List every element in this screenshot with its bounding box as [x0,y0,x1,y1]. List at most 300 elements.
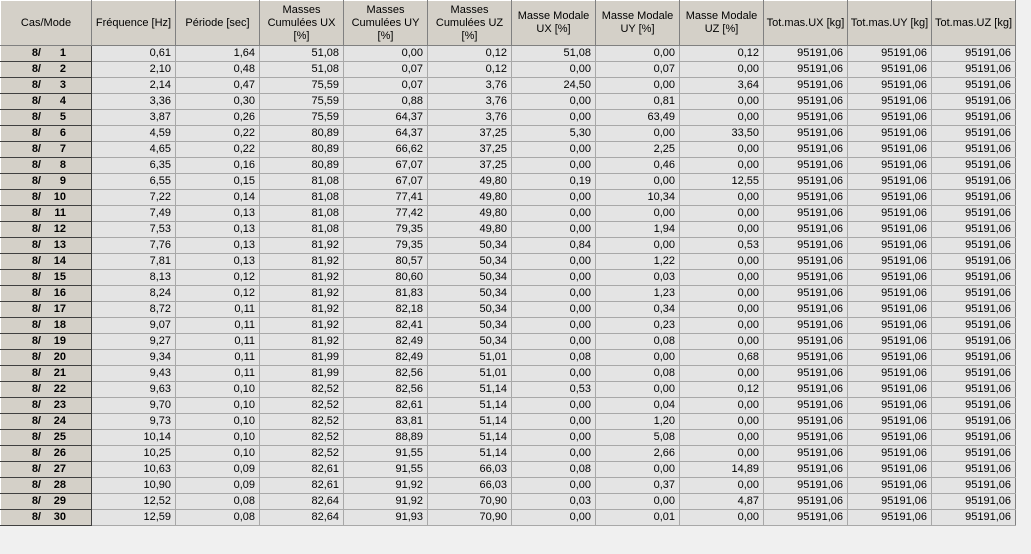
table-cell[interactable]: 49,80 [428,174,512,190]
row-header[interactable] [1,494,92,510]
row-header[interactable] [1,126,92,142]
table-cell[interactable]: 95191,06 [932,158,1016,174]
table-cell[interactable]: 91,55 [344,446,428,462]
table-cell[interactable]: 81,92 [260,254,344,270]
table-cell[interactable]: 2,66 [596,446,680,462]
table-row[interactable] [1,254,1016,270]
table-cell[interactable]: 0,13 [176,238,260,254]
table-cell[interactable]: 51,14 [428,446,512,462]
table-row[interactable] [1,126,1016,142]
table-cell[interactable]: 82,18 [344,302,428,318]
table-cell[interactable]: 95191,06 [932,126,1016,142]
table-cell[interactable]: 81,92 [260,302,344,318]
table-cell[interactable]: 0,00 [680,158,764,174]
table-cell[interactable]: 0,53 [680,238,764,254]
table-cell[interactable]: 0,00 [596,174,680,190]
table-cell[interactable]: 0,04 [596,398,680,414]
table-cell[interactable]: 81,08 [260,222,344,238]
table-cell[interactable]: 0,03 [596,270,680,286]
table-row[interactable] [1,286,1016,302]
table-cell[interactable]: 95191,06 [848,478,932,494]
table-cell[interactable]: 82,61 [344,398,428,414]
table-cell[interactable]: 0,00 [680,270,764,286]
table-cell[interactable]: 0,88 [344,94,428,110]
table-cell[interactable]: 81,92 [260,238,344,254]
table-cell[interactable]: 82,41 [344,318,428,334]
table-cell[interactable]: 70,90 [428,510,512,526]
table-row[interactable] [1,110,1016,126]
table-cell[interactable]: 50,34 [428,302,512,318]
table-row[interactable] [1,270,1016,286]
table-cell[interactable]: 0,26 [176,110,260,126]
row-header[interactable] [1,78,92,94]
table-cell[interactable]: 9,70 [92,398,176,414]
column-header-7[interactable]: Masse Modale UY [%] [596,1,680,46]
table-cell[interactable]: 95191,06 [848,366,932,382]
table-cell[interactable]: 95191,06 [848,462,932,478]
table-cell[interactable]: 51,14 [428,398,512,414]
row-header[interactable] [1,446,92,462]
table-row[interactable] [1,318,1016,334]
table-cell[interactable]: 0,12 [176,286,260,302]
table-cell[interactable]: 70,90 [428,494,512,510]
table-row[interactable] [1,206,1016,222]
table-cell[interactable]: 82,52 [260,398,344,414]
table-cell[interactable]: 0,00 [596,350,680,366]
table-cell[interactable]: 0,00 [512,254,596,270]
row-header[interactable] [1,174,92,190]
table-row[interactable] [1,78,1016,94]
table-cell[interactable]: 0,00 [512,110,596,126]
table-cell[interactable]: 5,08 [596,430,680,446]
table-cell[interactable]: 1,20 [596,414,680,430]
table-cell[interactable]: 3,64 [680,78,764,94]
table-cell[interactable]: 0,48 [176,62,260,78]
table-cell[interactable]: 95191,06 [932,414,1016,430]
table-cell[interactable]: 95191,06 [848,398,932,414]
table-cell[interactable]: 95191,06 [764,478,848,494]
table-cell[interactable]: 95191,06 [764,398,848,414]
table-cell[interactable]: 82,52 [260,382,344,398]
table-cell[interactable]: 8,72 [92,302,176,318]
table-cell[interactable]: 95191,06 [932,238,1016,254]
table-cell[interactable]: 95191,06 [764,366,848,382]
table-cell[interactable]: 66,62 [344,142,428,158]
table-cell[interactable]: 95191,06 [932,478,1016,494]
table-cell[interactable]: 95191,06 [932,62,1016,78]
table-cell[interactable]: 0,08 [176,510,260,526]
table-cell[interactable]: 0,14 [176,190,260,206]
table-cell[interactable]: 83,81 [344,414,428,430]
table-cell[interactable]: 51,14 [428,414,512,430]
table-cell[interactable]: 91,93 [344,510,428,526]
table-cell[interactable]: 0,00 [680,190,764,206]
table-cell[interactable]: 0,00 [680,318,764,334]
row-header[interactable] [1,462,92,478]
table-cell[interactable]: 0,11 [176,302,260,318]
column-header-8[interactable]: Masse Modale UZ [%] [680,1,764,46]
table-cell[interactable]: 7,53 [92,222,176,238]
table-cell[interactable]: 95191,06 [848,494,932,510]
table-cell[interactable]: 95191,06 [848,238,932,254]
column-header-10[interactable]: Tot.mas.UY [kg] [848,1,932,46]
table-row[interactable] [1,222,1016,238]
table-cell[interactable]: 50,34 [428,238,512,254]
table-cell[interactable]: 95191,06 [848,94,932,110]
table-cell[interactable]: 95191,06 [848,78,932,94]
row-header[interactable] [1,158,92,174]
table-cell[interactable]: 6,35 [92,158,176,174]
table-cell[interactable]: 0,10 [176,398,260,414]
table-cell[interactable]: 81,99 [260,350,344,366]
table-cell[interactable]: 82,56 [344,382,428,398]
table-cell[interactable]: 75,59 [260,110,344,126]
table-cell[interactable]: 0,00 [596,46,680,62]
table-cell[interactable]: 0,00 [512,414,596,430]
table-cell[interactable]: 0,46 [596,158,680,174]
table-cell[interactable]: 51,08 [260,62,344,78]
table-cell[interactable]: 12,52 [92,494,176,510]
table-cell[interactable]: 81,92 [260,334,344,350]
table-cell[interactable]: 0,00 [596,238,680,254]
table-cell[interactable]: 95191,06 [764,462,848,478]
table-cell[interactable]: 0,22 [176,126,260,142]
table-cell[interactable]: 50,34 [428,318,512,334]
table-cell[interactable]: 0,07 [596,62,680,78]
row-header[interactable] [1,478,92,494]
column-header-0[interactable]: Cas/Mode [1,1,92,46]
table-cell[interactable]: 81,08 [260,190,344,206]
table-cell[interactable]: 95191,06 [932,334,1016,350]
table-cell[interactable]: 3,76 [428,110,512,126]
table-cell[interactable]: 80,89 [260,126,344,142]
table-cell[interactable]: 91,92 [344,494,428,510]
table-cell[interactable]: 82,61 [260,478,344,494]
table-cell[interactable]: 3,36 [92,94,176,110]
table-cell[interactable]: 0,09 [176,478,260,494]
table-cell[interactable]: 75,59 [260,78,344,94]
column-header-5[interactable]: Masses Cumulées UZ [%] [428,1,512,46]
table-cell[interactable]: 1,23 [596,286,680,302]
table-cell[interactable]: 95191,06 [932,462,1016,478]
table-cell[interactable]: 0,08 [512,350,596,366]
table-cell[interactable]: 95191,06 [764,110,848,126]
table-cell[interactable]: 95191,06 [848,286,932,302]
table-cell[interactable]: 80,60 [344,270,428,286]
table-cell[interactable]: 95191,06 [764,302,848,318]
table-cell[interactable]: 5,30 [512,126,596,142]
table-cell[interactable]: 1,94 [596,222,680,238]
table-cell[interactable]: 95191,06 [848,446,932,462]
table-row[interactable] [1,238,1016,254]
table-cell[interactable]: 95191,06 [848,142,932,158]
row-header[interactable] [1,334,92,350]
table-cell[interactable]: 95191,06 [764,142,848,158]
table-cell[interactable]: 49,80 [428,206,512,222]
table-cell[interactable]: 64,37 [344,126,428,142]
table-cell[interactable]: 95191,06 [764,62,848,78]
row-header[interactable] [1,190,92,206]
table-cell[interactable]: 0,00 [680,110,764,126]
table-cell[interactable]: 95191,06 [932,78,1016,94]
row-header[interactable] [1,254,92,270]
row-header[interactable] [1,398,92,414]
table-cell[interactable]: 95191,06 [848,382,932,398]
row-header[interactable] [1,142,92,158]
table-cell[interactable]: 7,22 [92,190,176,206]
table-cell[interactable]: 12,59 [92,510,176,526]
table-row[interactable] [1,510,1016,526]
table-cell[interactable]: 95191,06 [932,254,1016,270]
table-row[interactable] [1,366,1016,382]
row-header[interactable] [1,366,92,382]
table-cell[interactable]: 4,87 [680,494,764,510]
table-cell[interactable]: 37,25 [428,158,512,174]
table-cell[interactable]: 91,55 [344,462,428,478]
table-cell[interactable]: 95191,06 [848,254,932,270]
table-cell[interactable]: 66,03 [428,478,512,494]
table-cell[interactable]: 75,59 [260,94,344,110]
table-row[interactable] [1,158,1016,174]
table-row[interactable] [1,62,1016,78]
table-cell[interactable]: 0,00 [512,430,596,446]
table-cell[interactable]: 0,00 [680,334,764,350]
table-cell[interactable]: 0,00 [680,478,764,494]
table-cell[interactable]: 9,34 [92,350,176,366]
table-cell[interactable]: 0,00 [512,206,596,222]
table-cell[interactable]: 67,07 [344,174,428,190]
column-header-9[interactable]: Tot.mas.UX [kg] [764,1,848,46]
table-cell[interactable]: 2,10 [92,62,176,78]
table-row[interactable] [1,382,1016,398]
table-cell[interactable]: 0,00 [512,62,596,78]
table-cell[interactable]: 0,09 [176,462,260,478]
table-row[interactable] [1,446,1016,462]
table-cell[interactable]: 0,10 [176,382,260,398]
column-header-6[interactable]: Masse Modale UX [%] [512,1,596,46]
table-cell[interactable]: 7,76 [92,238,176,254]
table-cell[interactable]: 0,10 [176,446,260,462]
table-cell[interactable]: 95191,06 [932,110,1016,126]
table-cell[interactable]: 37,25 [428,142,512,158]
row-header[interactable] [1,270,92,286]
table-cell[interactable]: 0,00 [512,142,596,158]
table-cell[interactable]: 95191,06 [848,222,932,238]
table-cell[interactable]: 0,00 [680,286,764,302]
table-cell[interactable]: 95191,06 [764,430,848,446]
table-cell[interactable]: 0,12 [680,46,764,62]
table-cell[interactable]: 0,30 [176,94,260,110]
table-cell[interactable]: 0,00 [596,382,680,398]
table-cell[interactable]: 0,10 [176,430,260,446]
table-cell[interactable]: 82,56 [344,366,428,382]
table-cell[interactable]: 77,41 [344,190,428,206]
table-cell[interactable]: 0,15 [176,174,260,190]
table-cell[interactable]: 64,37 [344,110,428,126]
table-cell[interactable]: 95191,06 [764,94,848,110]
table-row[interactable] [1,46,1016,62]
table-row[interactable] [1,430,1016,446]
table-cell[interactable]: 95191,06 [848,510,932,526]
table-cell[interactable]: 50,34 [428,254,512,270]
table-cell[interactable]: 0,12 [176,270,260,286]
table-cell[interactable]: 51,08 [260,46,344,62]
table-cell[interactable]: 0,00 [680,142,764,158]
table-cell[interactable]: 66,03 [428,462,512,478]
table-cell[interactable]: 3,76 [428,94,512,110]
table-cell[interactable]: 81,92 [260,286,344,302]
table-cell[interactable]: 0,34 [596,302,680,318]
table-cell[interactable]: 0,00 [680,62,764,78]
table-cell[interactable]: 91,92 [344,478,428,494]
table-cell[interactable]: 24,50 [512,78,596,94]
table-cell[interactable]: 95191,06 [932,382,1016,398]
table-cell[interactable]: 95191,06 [764,238,848,254]
table-cell[interactable]: 49,80 [428,222,512,238]
table-cell[interactable]: 95191,06 [932,94,1016,110]
table-cell[interactable]: 95191,06 [932,350,1016,366]
row-header[interactable] [1,318,92,334]
table-cell[interactable]: 6,55 [92,174,176,190]
table-cell[interactable]: 0,22 [176,142,260,158]
table-cell[interactable]: 95191,06 [764,254,848,270]
table-cell[interactable]: 0,00 [596,126,680,142]
table-cell[interactable]: 4,59 [92,126,176,142]
table-cell[interactable]: 95191,06 [764,222,848,238]
table-cell[interactable]: 0,08 [512,462,596,478]
table-cell[interactable]: 1,22 [596,254,680,270]
row-header[interactable] [1,350,92,366]
table-row[interactable] [1,190,1016,206]
table-cell[interactable]: 0,08 [176,494,260,510]
table-cell[interactable]: 82,52 [260,446,344,462]
table-cell[interactable]: 0,07 [344,62,428,78]
table-cell[interactable]: 95191,06 [764,206,848,222]
table-cell[interactable]: 81,99 [260,366,344,382]
table-cell[interactable]: 95191,06 [848,46,932,62]
table-cell[interactable]: 7,49 [92,206,176,222]
table-cell[interactable]: 0,23 [596,318,680,334]
table-cell[interactable]: 8,13 [92,270,176,286]
table-cell[interactable]: 95191,06 [848,430,932,446]
table-row[interactable] [1,174,1016,190]
column-header-3[interactable]: Masses Cumulées UX [%] [260,1,344,46]
table-cell[interactable]: 0,07 [344,78,428,94]
table-cell[interactable]: 9,63 [92,382,176,398]
table-cell[interactable]: 33,50 [680,126,764,142]
table-cell[interactable]: 81,08 [260,206,344,222]
table-cell[interactable]: 95191,06 [932,286,1016,302]
table-cell[interactable]: 0,68 [680,350,764,366]
row-header[interactable] [1,382,92,398]
table-cell[interactable]: 10,25 [92,446,176,462]
table-cell[interactable]: 0,00 [512,302,596,318]
table-cell[interactable]: 9,43 [92,366,176,382]
row-header[interactable] [1,222,92,238]
table-cell[interactable]: 82,52 [260,414,344,430]
table-cell[interactable]: 0,11 [176,350,260,366]
table-cell[interactable]: 0,61 [92,46,176,62]
table-cell[interactable]: 77,42 [344,206,428,222]
table-cell[interactable]: 0,00 [512,190,596,206]
table-cell[interactable]: 0,11 [176,318,260,334]
row-header[interactable] [1,510,92,526]
table-cell[interactable]: 0,00 [680,446,764,462]
table-cell[interactable]: 95191,06 [764,190,848,206]
table-cell[interactable]: 50,34 [428,270,512,286]
table-cell[interactable]: 95191,06 [764,382,848,398]
table-row[interactable] [1,334,1016,350]
table-cell[interactable]: 51,01 [428,366,512,382]
table-cell[interactable]: 95191,06 [848,62,932,78]
table-cell[interactable]: 95191,06 [764,158,848,174]
table-cell[interactable]: 0,11 [176,366,260,382]
table-cell[interactable]: 0,08 [596,334,680,350]
column-header-2[interactable]: Période [sec] [176,1,260,46]
table-cell[interactable]: 81,08 [260,174,344,190]
table-cell[interactable]: 0,00 [512,478,596,494]
table-cell[interactable]: 0,00 [680,206,764,222]
table-cell[interactable]: 0,00 [596,206,680,222]
table-cell[interactable]: 0,47 [176,78,260,94]
table-cell[interactable]: 81,83 [344,286,428,302]
table-cell[interactable]: 95191,06 [764,446,848,462]
table-cell[interactable]: 80,57 [344,254,428,270]
table-cell[interactable]: 0,37 [596,478,680,494]
table-cell[interactable]: 0,00 [512,222,596,238]
table-cell[interactable]: 51,14 [428,430,512,446]
table-cell[interactable]: 95191,06 [932,430,1016,446]
table-cell[interactable]: 0,00 [512,94,596,110]
table-row[interactable] [1,494,1016,510]
table-cell[interactable]: 95191,06 [848,126,932,142]
table-cell[interactable]: 95191,06 [932,446,1016,462]
table-cell[interactable]: 0,00 [596,78,680,94]
table-cell[interactable]: 95191,06 [764,334,848,350]
row-header[interactable] [1,94,92,110]
table-cell[interactable]: 0,00 [680,510,764,526]
table-cell[interactable]: 82,49 [344,334,428,350]
table-cell[interactable]: 0,13 [176,254,260,270]
table-cell[interactable]: 95191,06 [932,510,1016,526]
table-row[interactable] [1,462,1016,478]
table-cell[interactable]: 95191,06 [764,126,848,142]
table-cell[interactable]: 0,03 [512,494,596,510]
table-row[interactable] [1,142,1016,158]
table-cell[interactable]: 9,07 [92,318,176,334]
table-cell[interactable]: 95191,06 [848,190,932,206]
table-cell[interactable]: 95191,06 [932,366,1016,382]
table-cell[interactable]: 49,80 [428,190,512,206]
row-header[interactable] [1,62,92,78]
table-cell[interactable]: 0,84 [512,238,596,254]
table-cell[interactable]: 95191,06 [932,398,1016,414]
table-cell[interactable]: 95191,06 [932,494,1016,510]
table-cell[interactable]: 95191,06 [932,302,1016,318]
row-header[interactable] [1,302,92,318]
table-cell[interactable]: 67,07 [344,158,428,174]
row-header[interactable] [1,430,92,446]
row-header[interactable] [1,110,92,126]
table-cell[interactable]: 82,64 [260,510,344,526]
column-header-1[interactable]: Fréquence [Hz] [92,1,176,46]
table-cell[interactable]: 0,00 [680,94,764,110]
table-cell[interactable]: 0,00 [680,398,764,414]
table-cell[interactable]: 2,25 [596,142,680,158]
table-cell[interactable]: 0,12 [428,46,512,62]
table-cell[interactable]: 95191,06 [764,78,848,94]
table-cell[interactable]: 82,61 [260,462,344,478]
